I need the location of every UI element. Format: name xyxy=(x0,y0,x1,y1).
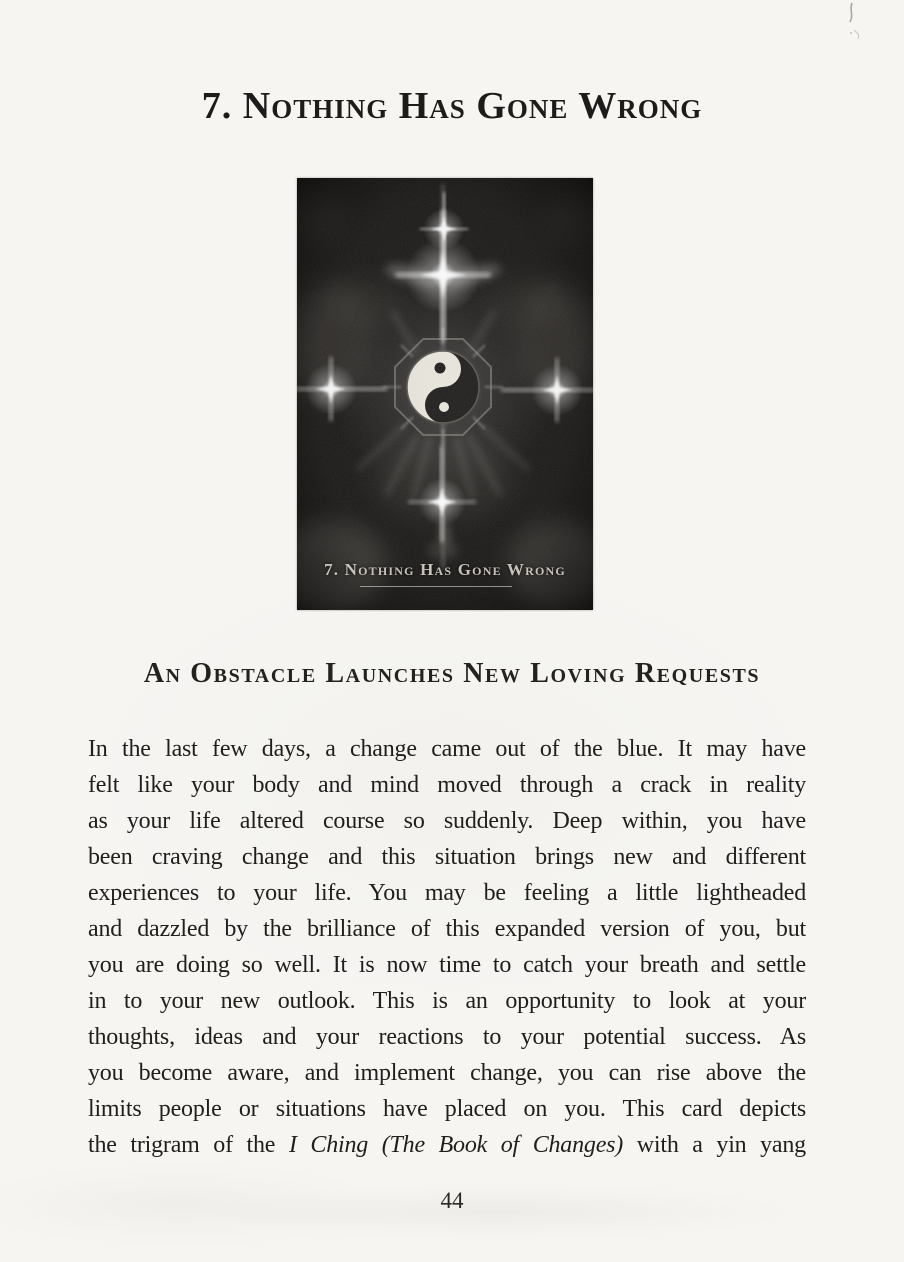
page-number: 44 xyxy=(440,1188,464,1213)
body-paragraph xyxy=(88,731,806,1163)
chapter-title: 7. Nothing Has Gone Wrong xyxy=(201,85,703,127)
body-text-line: felt like your body and mind moved through a crack in reality xyxy=(88,772,806,798)
body-text-line: in to your new outlook. This is an opportunity to look at your xyxy=(88,988,806,1014)
card-artwork xyxy=(297,178,593,610)
book-title-italic: I Ching (The Book of Changes) xyxy=(288,1132,624,1158)
body-text-line: experiences to your life. You may be feeling a little lightheaded xyxy=(88,880,806,906)
body-text-line: and dazzled by the brilliance of this expanded version of you, but xyxy=(88,916,806,942)
body-text-line: you become aware, and implement change, you can rise above the xyxy=(88,1060,806,1086)
card-image xyxy=(297,178,593,610)
body-text-segment: the trigram of the xyxy=(88,1132,289,1158)
body-text-line: you are doing so well. It is now time to catch your breath and settle xyxy=(88,952,806,978)
ink-mark xyxy=(838,0,868,60)
caption-underline xyxy=(360,586,512,587)
body-text-line: been craving change and this situation brings new and different xyxy=(88,844,806,870)
body-text-line: thoughts, ideas and your reactions to your potential success. As xyxy=(88,1024,806,1050)
body-text-line: as your life altered course so suddenly. Deep within, you have xyxy=(88,808,806,834)
body-text-segment: with a yin yang xyxy=(623,1132,806,1158)
section-subtitle: An Obstacle Launches New Loving Requests xyxy=(143,658,761,689)
body-text-line: In the last few days, a change came out of the blue. It may have xyxy=(88,736,806,762)
card-caption: 7. Nothing Has Gone Wrong xyxy=(324,560,566,579)
vignette xyxy=(297,178,593,610)
body-text-line xyxy=(88,1127,806,1163)
body-text-line: limits people or situations have placed on you. This card depicts xyxy=(88,1096,806,1122)
